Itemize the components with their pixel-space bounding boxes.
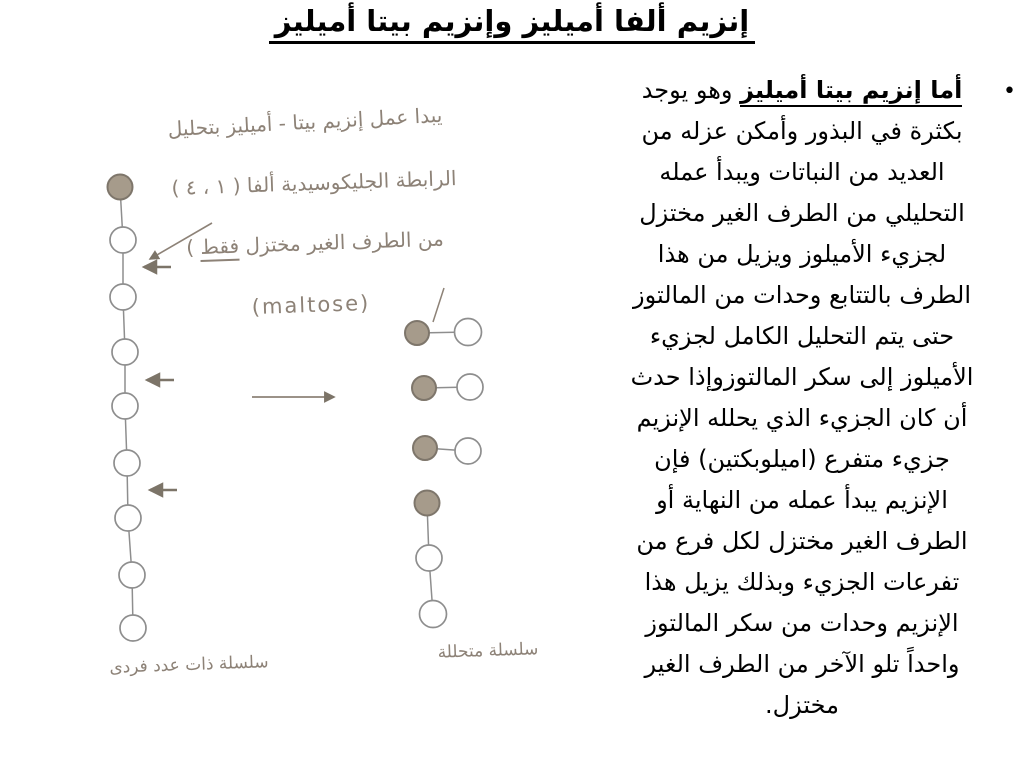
body-line: الإنزيم يبدأ عمله من النهاية أو: [656, 486, 948, 514]
body-line: أن كان الجزيء الذي يحلله الإنزيم: [636, 404, 968, 432]
glucose-unit-marked: [415, 491, 440, 516]
bullet-marker: •: [1003, 79, 1016, 104]
note-line3-text: من الطرف الغير مختزل: [238, 226, 445, 258]
body-line: التحليلي من الطرف الغير مختزل: [639, 199, 965, 227]
glucose-unit: [119, 562, 145, 588]
note-line3-paren: ): [185, 235, 201, 260]
body-line: الطرف بالتتابع وحدات من المالتوز: [633, 281, 971, 309]
glucose-unit: [110, 227, 136, 253]
glucose-unit: [420, 601, 447, 628]
body-line: الأميلوز إلى سكر المالتوزوإذا حدث: [630, 363, 974, 391]
body-line: العديد من النباتات ويبدأ عمله: [659, 158, 945, 186]
glucose-unit-nonreducing: [108, 175, 133, 200]
amylose-chain: [108, 175, 147, 642]
body-line: الإنزيم وحدات من سكر المالتوز: [645, 609, 959, 637]
glucose-unit-marked: [413, 436, 437, 460]
body-line: تفرعات الجزيء وبذلك يزيل هذا: [644, 568, 960, 596]
glucose-unit: [112, 339, 138, 365]
glucose-unit: [455, 438, 481, 464]
glucose-unit: [416, 545, 442, 571]
glucose-unit-marked: [405, 321, 429, 345]
bond-tick: [433, 288, 444, 322]
body-line: [616, 70, 1016, 111]
slide-title: إنزيم ألفا أميليز وإنزيم بيتا أميليز: [269, 4, 755, 44]
residual-chain: [415, 491, 447, 628]
body-line: بكثرة في البذور وأمكن عزله من: [641, 117, 963, 145]
body-line: حتى يتم التحليل الكامل لجزيء: [649, 322, 955, 350]
note-line3-emphasis: فقط: [200, 234, 240, 262]
handwritten-note-line1: يبدا عمل إنزيم بيتا - أميليز بتحليل: [167, 102, 443, 142]
hydrolyzed-chain-label: سلسلة متحللة: [437, 639, 539, 663]
maltose-units: [405, 288, 483, 464]
glucose-unit: [120, 615, 146, 641]
glucose-unit: [112, 393, 138, 419]
body-line-text: وهو يوجد: [641, 76, 741, 104]
glucose-unit: [455, 319, 482, 346]
body-line: لجزيء الأميلوز ويزيل من هذا: [657, 240, 947, 268]
cleavage-arrows: [144, 223, 212, 490]
body-line: جزيء متفرع (اميلوبكتين) فإن: [654, 445, 950, 473]
body-line: مختزل.: [765, 691, 839, 719]
beta-amylase-diagram: [40, 85, 600, 730]
glucose-unit: [115, 505, 141, 531]
glucose-unit: [457, 374, 483, 400]
odd-chain-label: سلسلة ذات عدد فردى: [109, 652, 269, 678]
body-lead-emphasis: أما إنزيم بيتا أميليز: [740, 76, 962, 107]
title-bar: [0, 4, 1024, 44]
glucose-unit-marked: [412, 376, 436, 400]
glucose-unit: [114, 450, 140, 476]
body-line: الطرف الغير مختزل لكل فرع من: [636, 527, 968, 555]
glucose-unit: [110, 284, 136, 310]
body-text-block: [616, 70, 1016, 726]
handwritten-note-line2: الرابطة الجليكوسيدية ألفا ( ١ ، ٤ ): [171, 166, 457, 200]
maltose-label: (maltose): [251, 290, 371, 320]
body-line: واحداً تلو الآخر من الطرف الغير: [644, 650, 960, 678]
